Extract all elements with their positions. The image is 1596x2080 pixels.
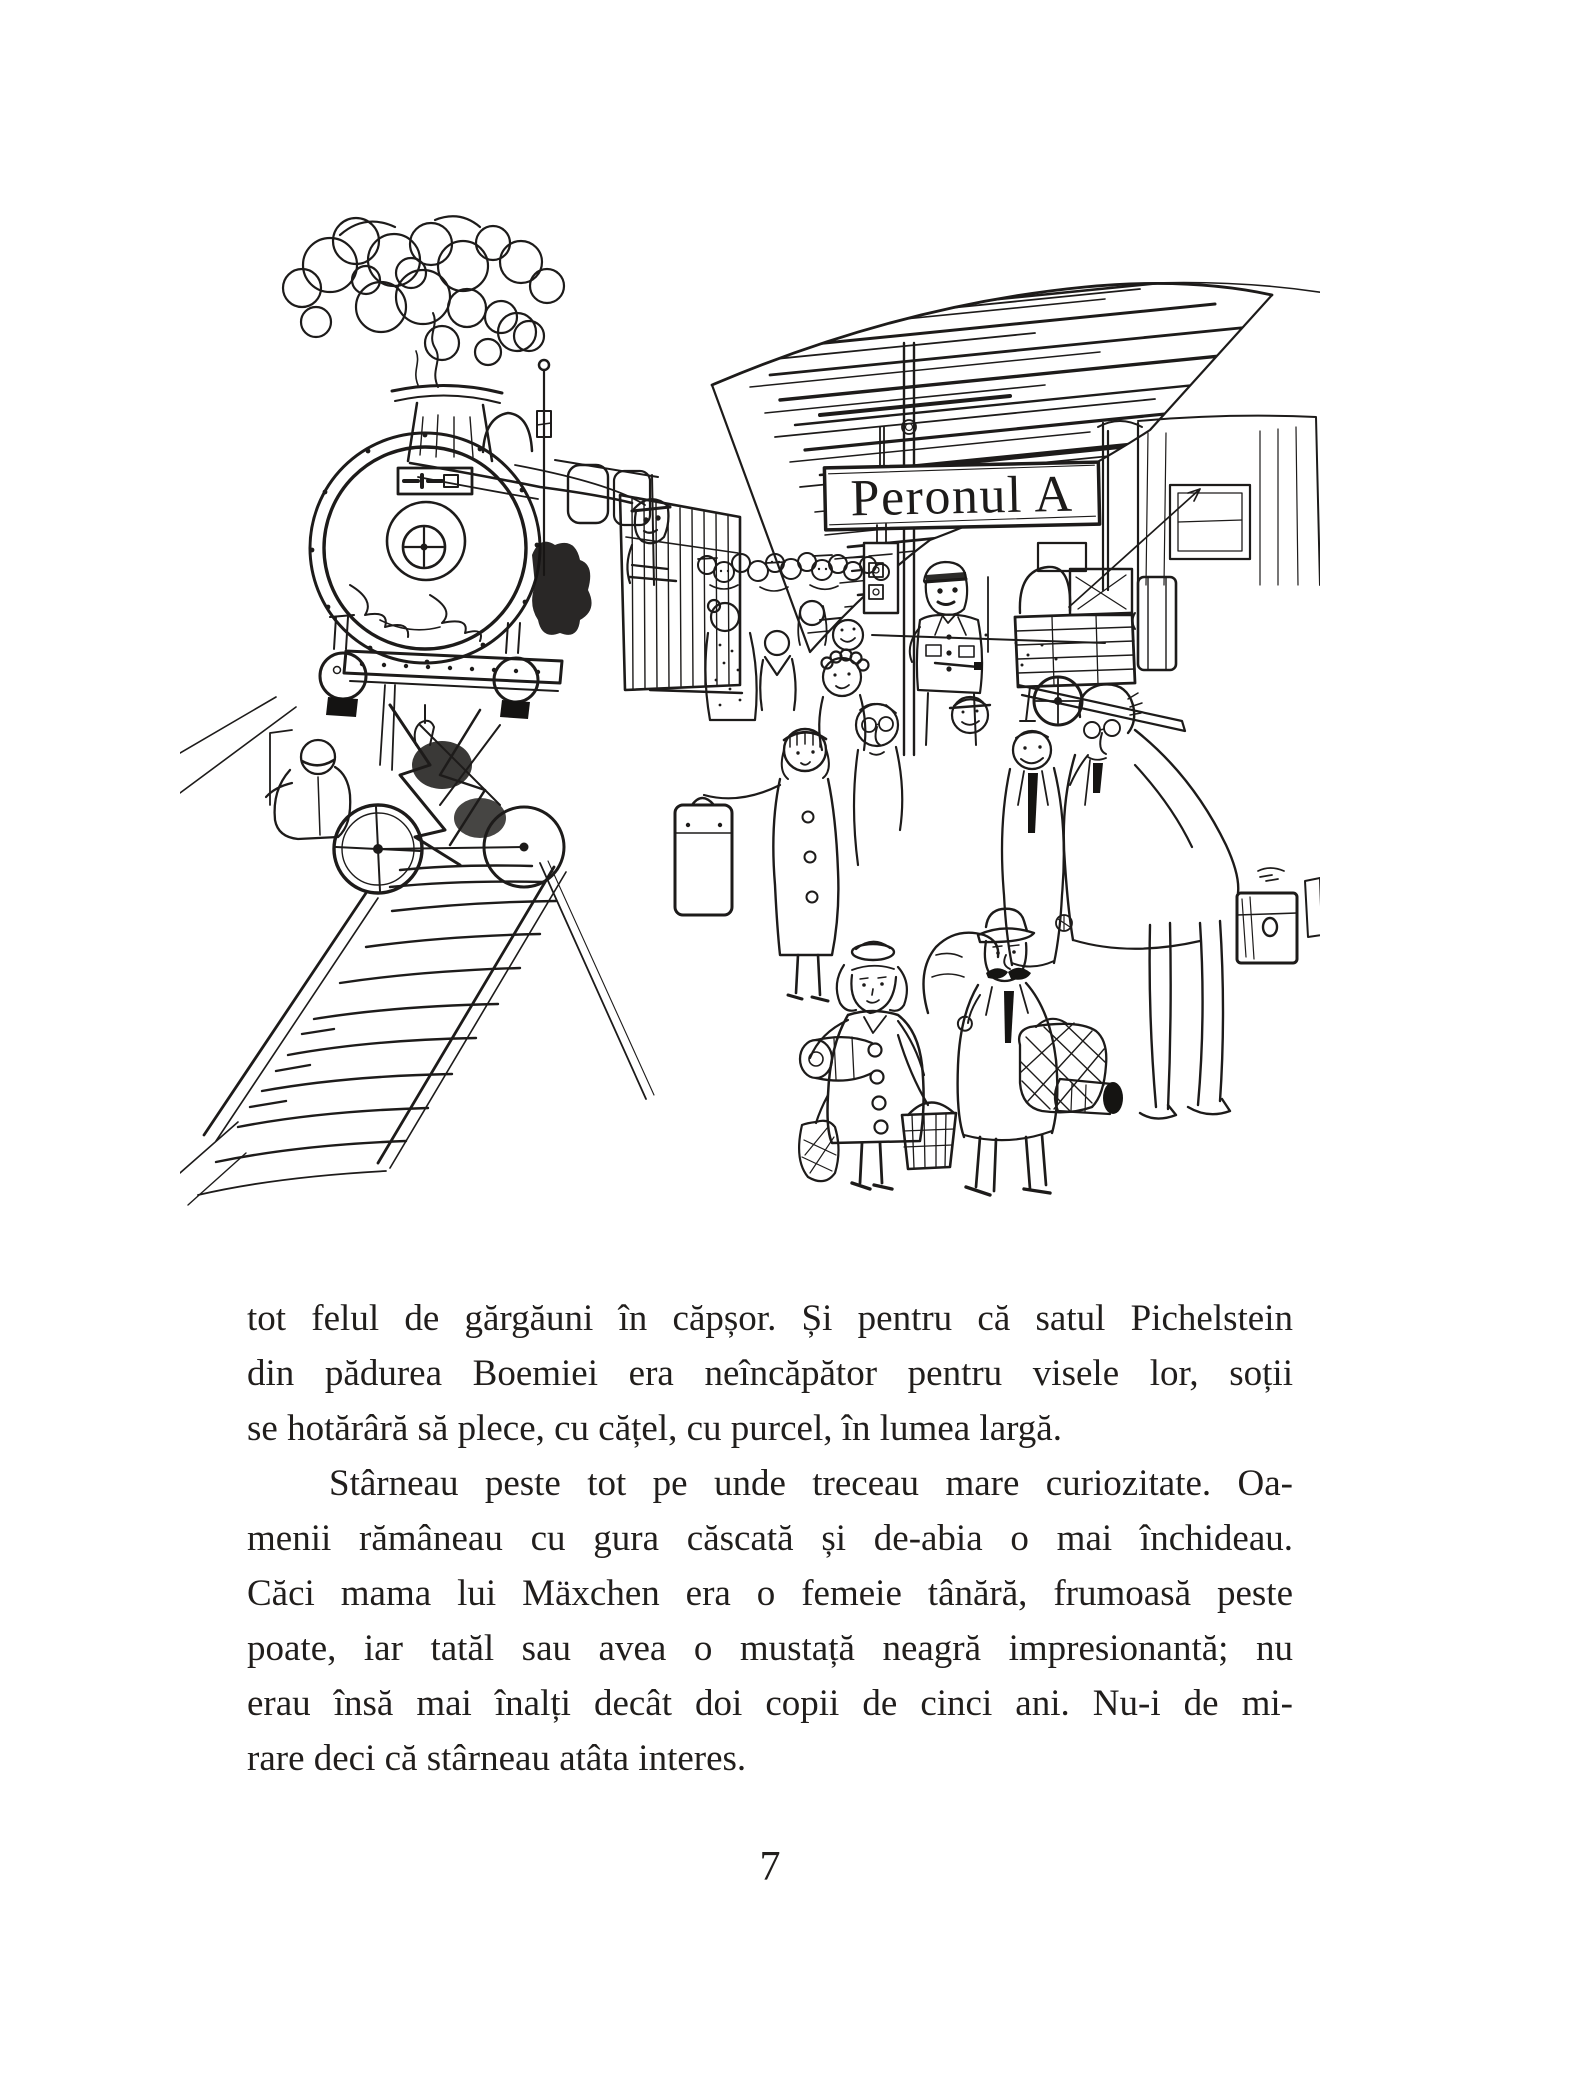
body-line: se hotărâră să plece, cu cățel, cu purcel, în lumea largă. xyxy=(247,1408,1062,1449)
railway-tracks xyxy=(180,697,566,1205)
glasses-man xyxy=(854,704,902,865)
plaid-bag xyxy=(1019,1019,1106,1112)
wheels-undercarriage xyxy=(334,685,564,893)
steam-locomotive xyxy=(310,360,676,893)
platform-sign xyxy=(824,462,1099,530)
station-illustration xyxy=(180,165,1320,1215)
platform-sign-label: Peronul A xyxy=(849,465,1075,528)
smoke-cloud xyxy=(283,216,564,387)
basket xyxy=(898,1035,956,1169)
body-line: rare deci că stârneau atâta interes. xyxy=(247,1738,747,1779)
mustache xyxy=(986,968,1031,980)
little-family xyxy=(799,909,1123,1195)
platform-edge xyxy=(540,861,654,1099)
briefcase xyxy=(1237,893,1297,963)
station-building xyxy=(1098,416,1320,670)
luggage-cart xyxy=(1015,543,1185,731)
train-driver xyxy=(627,499,670,583)
body-line: tot felul de gărgăuni în căpșor. Și pentru că satul Pichelstein xyxy=(247,1298,1293,1339)
body-text xyxy=(247,1291,1293,1786)
bald-man xyxy=(1064,684,1320,1118)
crowd-midground xyxy=(705,600,990,865)
body-line: Căci mama lui Mäxchen era o femeie tânără, frumoasă peste xyxy=(247,1573,1293,1614)
standing-suitcase xyxy=(1133,577,1177,670)
body-line: Stârneau peste tot pe unde treceau mare curiozitate. Oa- xyxy=(329,1463,1293,1504)
girl-with-suitcase xyxy=(675,729,838,1001)
suitcase xyxy=(675,798,732,915)
curly-lady xyxy=(819,650,868,751)
body-line: poate, iar tatăl sau avea o mustață neagră impresionantă; nu xyxy=(247,1628,1293,1669)
crowd-background xyxy=(698,553,889,591)
body-line: menii rămâneau cu gura căscată și de-abia o mai închideau. xyxy=(247,1518,1293,1559)
ink-shadow xyxy=(532,542,592,635)
boiler-face xyxy=(310,433,540,665)
buffer-beam xyxy=(344,651,562,691)
page-number: 7 xyxy=(759,1844,781,1890)
station-official xyxy=(910,562,983,745)
hunched-worker xyxy=(266,730,350,839)
body-line: erau însă mai înalți decât doi copii de cinci ani. Nu-i de mi- xyxy=(247,1683,1293,1724)
tie-man xyxy=(1002,731,1072,967)
body-line: din pădurea Boemiei era neîncăpător pentru visele lor, soții xyxy=(247,1353,1293,1394)
net-bag xyxy=(799,1095,838,1181)
pictogram-board xyxy=(864,524,898,613)
